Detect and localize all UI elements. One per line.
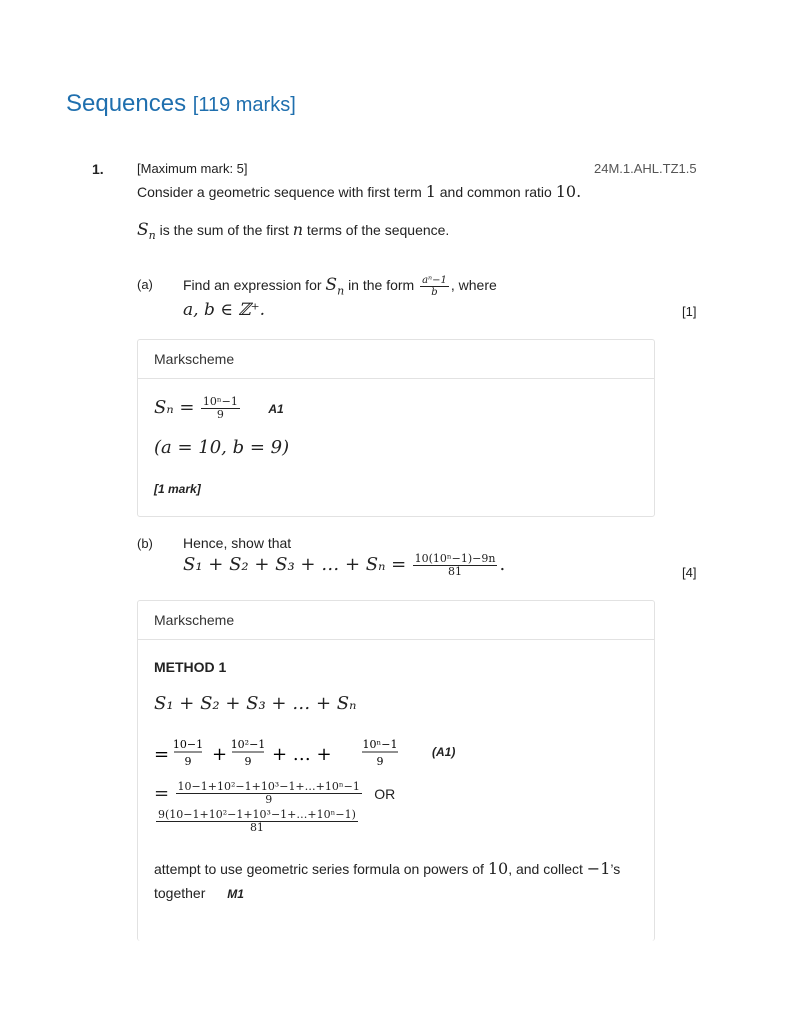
l2-f2-num: 10²−1 [230,738,266,751]
markscheme-b-header: Markscheme [138,601,654,640]
l2-f2-den: 9 [244,755,252,768]
ms-a-values: (a = 10, b = 9) [154,437,290,458]
sn-symbol: S [137,220,149,240]
part-a-condition: a, b ∈ ℤ⁺. [183,300,266,320]
part-a-sn: $S_n$ [325,275,345,298]
l2-f3-num: 10ⁿ−1 [362,738,398,751]
question-number: 1. [92,161,104,177]
attempt-ten: 10 [487,859,509,878]
part-b-denominator: 81 [448,565,463,579]
ms-a-denominator: 9 [216,408,224,422]
attempt-neg-one: −1 [586,859,611,878]
ms-b-line1: S₁ + S₂ + S₃ + … + Sₙ [154,693,357,714]
ms-b-method: METHOD 1 [154,659,227,675]
sn-text: is the sum of the first [159,222,289,238]
attempt-text: attempt to use geometric series formula on powers of [154,861,484,877]
part-b-lhs: S₁ + S₂ + S₃ + … + Sₙ = [183,553,407,575]
part-a-marks: [1] [682,304,697,319]
part-b-label: (b) [137,536,153,551]
part-a-prompt-prefix: Find an expression for [183,277,322,294]
form-denominator: b [431,287,438,298]
intro-first-term: 1 [425,182,436,201]
page-title [66,90,296,118]
sn-text-end: terms of the sequence. [306,222,450,238]
n-symbol: n [292,220,304,239]
part-b-fraction [413,553,498,578]
part-b-prompt: Hence, show that [183,535,292,551]
l2-f1-den: 9 [184,755,192,768]
part-b-marks: [4] [682,565,697,580]
ms-b-line2-svg [154,733,454,773]
markscheme-b-panel [137,600,655,941]
ms-b-line3: = $\frac{\text{10−1+10²−1+10³−1+…+10ⁿ−1}}{9}$ OR [154,780,396,807]
ms-b-attempt [154,857,634,906]
ms-b-line4-den: 81 [249,821,264,835]
part-a-form-fraction [420,275,449,298]
part-b-equation: S₁ + S₂ + S₃ + … + Sₙ = $\frac{\text{10(10ⁿ−1)−9n}}{81}$ . [183,552,506,579]
max-mark: [Maximum mark: 5] [137,161,248,176]
ms-b-line3-fraction [176,781,362,806]
ms-a-mark-a1: A1 [268,401,284,416]
part-a-prompt-suffix: , where [450,277,497,294]
ms-b-or: OR [374,785,396,802]
part-b-numerator: 10(10ⁿ−1)−9n [414,552,496,565]
title-marks: [119 marks] [192,94,296,116]
markscheme-a-equation [154,396,284,421]
markscheme-a-panel [137,339,655,517]
attempt-mid: , and collect [508,861,583,877]
sn-definition [137,220,449,242]
markscheme-a-header: Markscheme [138,340,654,379]
part-a-prompt-mid: in the form [348,277,415,294]
ms-b-line3-num: 10−1+10²−1+10³−1+…+10ⁿ−1 [177,780,360,793]
ms-a-fraction [201,396,240,421]
sn-subscript: n [148,228,156,242]
intro-ratio: 10. [555,182,582,201]
l2-f1-num: 10−1 [172,738,204,751]
question-code: 24M.1.AHL.TZ1.5 [594,161,697,176]
ms-b-line4 [154,809,360,834]
ms-a-total: [1 mark] [154,482,201,496]
ms-b-line2 [154,733,454,778]
svg-text:+ … +: + … + [272,744,332,765]
question-intro [137,182,581,201]
ms-b-mark-a1: (A1) [432,745,456,759]
attempt-line2: together [154,885,206,901]
ms-b-line4-fraction [156,809,358,834]
attempt-end: ’s [610,861,621,877]
part-a-prompt [183,275,497,298]
title-text: Sequences [66,90,187,117]
svg-text:=: = [154,744,170,765]
part-a-label: (a) [137,277,153,292]
ms-b-line4-num: 9(10−1+10²−1+10³−1+…+10ⁿ−1) [158,808,356,821]
intro-prefix: Consider a geometric sequence with first term [137,184,422,200]
intro-mid: and common ratio [439,184,552,200]
ms-a-numerator: 10ⁿ−1 [202,395,238,408]
ms-b-mark-m1: M1 [227,887,244,901]
l2-f3-den: 9 [376,755,384,768]
ms-b-line3-den: 9 [265,793,273,807]
svg-text:+: + [212,744,228,765]
ms-a-lhs: Sₙ = [154,396,195,418]
form-numerator: aⁿ−1 [422,275,447,286]
